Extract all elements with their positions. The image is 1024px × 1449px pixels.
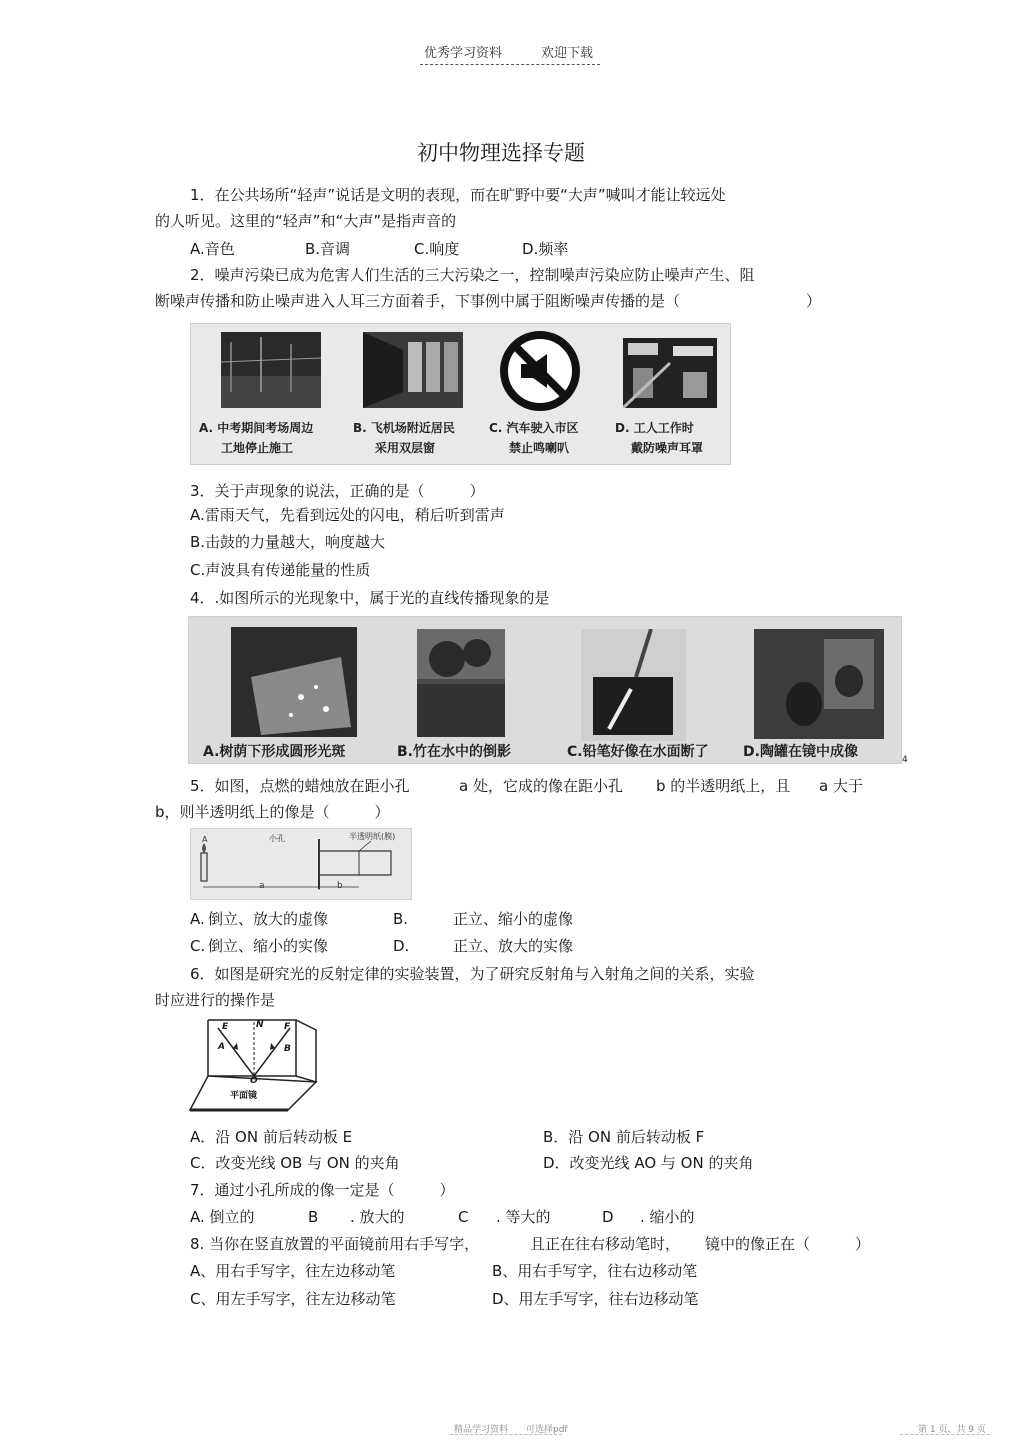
q1-line2: 的人听见。这里的“轻声”和“大声”是指声音的 xyxy=(155,212,457,230)
q5-option-c-text: 倒立、缩小的实像 xyxy=(208,937,329,955)
q2-figure xyxy=(190,323,731,465)
distance-a-label: a xyxy=(259,881,265,891)
mirror-label: 平面镜 xyxy=(230,1091,258,1101)
q2-paren-close: ） xyxy=(806,292,822,310)
q2-caption-c-line1: C. 汽车驶入市区 xyxy=(489,421,579,435)
q2-line2: 断噪声传播和防止噪声进入人耳三方面着手，下事例中属于阻断噪声传播的是（ xyxy=(155,292,681,310)
q3-option-c: C.声波具有传递能量的性质 xyxy=(190,561,371,579)
q4-caption-d: D.陶罐在镜中成像 xyxy=(743,744,858,760)
q3-option-b: B.击鼓的力量越大，响度越大 xyxy=(190,533,386,551)
page-title: 初中物理选择专题 xyxy=(417,141,585,165)
q5-option-b-text: 正立、缩小的虚像 xyxy=(453,910,574,928)
q1-option-a: A.音色 xyxy=(190,240,235,258)
q7-option-d-letter: D xyxy=(602,1208,614,1226)
point-n-label: N xyxy=(256,1020,264,1030)
factory-worker-photo xyxy=(623,338,717,408)
q8-stem-a: 8. 当你在竖直放置的平面镜前用右手写字， xyxy=(190,1235,480,1253)
q7-stem: 7．通过小孔所成的像一定是（ ） xyxy=(190,1181,455,1199)
q5-line1-a: 5．如图，点燃的蜡烛放在距小孔 xyxy=(190,777,410,795)
q2-caption-c-line2: 禁止鸣喇叭 xyxy=(509,441,570,455)
distance-b-label: b xyxy=(337,881,343,891)
q2-caption-a-line2: 工地停止施工 xyxy=(221,441,294,455)
point-a-label: A xyxy=(218,1042,225,1052)
q5-line1-c: b 的半透明纸上，且 xyxy=(656,777,791,795)
q2-caption-b-line2: 采用双层窗 xyxy=(375,441,436,455)
q3-option-a: A.雷雨天气，先看到远处的闪电，稍后听到雷声 xyxy=(190,506,505,524)
pot-mirror-photo xyxy=(754,629,884,739)
footer-left: 精品学习资料 可选择pdf xyxy=(454,1425,568,1435)
q7-option-c-text: . 等大的 xyxy=(496,1208,551,1226)
candle-label: A xyxy=(202,835,208,844)
footer-right-divider xyxy=(900,1434,990,1435)
q4-stem: 4．.如图所示的光现象中，属于光的直线传播现象的是 xyxy=(190,589,550,607)
footer-page-number: 第 1 页，共 9 页 xyxy=(918,1425,986,1435)
construction-site-photo xyxy=(221,332,321,408)
pencil-in-water-photo xyxy=(581,629,686,741)
q8-option-a: A、用右手写字，往左边移动笔 xyxy=(190,1262,396,1280)
q8-option-d: D、用左手写字，往右边移动笔 xyxy=(492,1290,699,1308)
q2-caption-d-line2: 戴防噪声耳罩 xyxy=(631,441,704,455)
pinhole-diagram xyxy=(190,828,412,900)
q6-line2: 时应进行的操作是 xyxy=(155,991,276,1009)
q5-option-a-text: 倒立、放大的虚像 xyxy=(208,910,329,928)
q5-line2: b，则半透明纸上的像是（ ） xyxy=(155,803,390,821)
q5-line1-b: a 处，它成的像在距小孔 xyxy=(459,777,623,795)
q7-option-c-letter: C xyxy=(458,1208,469,1226)
q7-option-a: A. 倒立的 xyxy=(190,1208,255,1226)
point-f-label: F xyxy=(284,1022,291,1032)
pinhole-label: 小孔 xyxy=(269,834,285,843)
q5-option-b-letter: B. xyxy=(393,910,409,928)
q4-figure xyxy=(188,616,902,764)
q4-caption-b: B.竹在水中的倒影 xyxy=(397,744,511,760)
q4-caption-c: C.铅笔好像在水面断了 xyxy=(567,744,709,760)
q1-option-c: C.响度 xyxy=(414,240,460,258)
footer-left-divider xyxy=(450,1434,562,1435)
point-o-label: O xyxy=(250,1076,258,1086)
q6-option-b: B．沿 ON 前后转动板 F xyxy=(543,1128,705,1146)
q2-caption-b-line1: B. 飞机场附近居民 xyxy=(353,421,455,435)
point-b-label: B xyxy=(284,1044,291,1054)
q6-option-c: C．改变光线 OB 与 ON 的夹角 xyxy=(190,1154,400,1172)
no-horn-sign-icon xyxy=(499,330,581,412)
q7-option-b-letter: B xyxy=(308,1208,319,1226)
q8-stem-c: 镜中的像正在（ ） xyxy=(705,1235,871,1253)
header-right: 欢迎下载 xyxy=(541,46,594,61)
q5-line1-d: a 大于 xyxy=(819,777,863,795)
q1-option-d: D.频率 xyxy=(522,240,569,258)
q7-option-b-text: . 放大的 xyxy=(350,1208,405,1226)
header-left: 优秀学习资料 xyxy=(424,46,503,61)
q5-option-c-letter: C. xyxy=(190,937,206,955)
bamboo-reflection-photo xyxy=(417,629,505,737)
header-divider xyxy=(420,64,600,65)
q2-line1: 2．噪声污染已成为危害人们生活的三大污染之一，控制噪声污染应防止噪声产生、阻 xyxy=(190,266,755,284)
double-window-photo xyxy=(363,332,463,408)
q1-line1: 1．在公共场所“轻声”说话是文明的表现，而在旷野中要“大声”喊叫才能让较远处 xyxy=(190,186,726,204)
q2-caption-a-line1: A. 中考期间考场周边 xyxy=(199,421,314,435)
q7-option-d-text: . 缩小的 xyxy=(640,1208,695,1226)
q8-option-c: C、用左手写字，往左边移动笔 xyxy=(190,1290,396,1308)
q3-stem: 3．关于声现象的说法，正确的是（ ） xyxy=(190,482,485,500)
q6-option-a: A．沿 ON 前后转动板 E xyxy=(190,1128,353,1146)
tree-shade-photo xyxy=(231,627,357,737)
q5-option-a-letter: A. xyxy=(190,910,205,928)
q6-option-d: D．改变光线 AO 与 ON 的夹角 xyxy=(543,1154,754,1172)
q5-option-d-letter: D. xyxy=(393,937,410,955)
q8-stem-b: 且正在往右移动笔时， xyxy=(530,1235,681,1253)
q1-option-b: B.音调 xyxy=(305,240,351,258)
paper-label: 半透明纸(膜) xyxy=(349,832,396,841)
q5-option-d-text: 正立、放大的实像 xyxy=(453,937,574,955)
q2-caption-d-line1: D. 工人工作时 xyxy=(615,421,694,435)
reflection-apparatus xyxy=(188,1018,320,1114)
q8-option-b: B、用右手写字，往右边移动笔 xyxy=(492,1262,698,1280)
q4-caption-a: A.树荫下形成圆形光斑 xyxy=(203,744,346,760)
q6-line1: 6．如图是研究光的反射定律的实验装置，为了研究反射角与入射角之间的关系，实验 xyxy=(190,965,755,983)
point-e-label: E xyxy=(222,1022,229,1032)
q4-tail-mark: 4 xyxy=(902,755,908,765)
